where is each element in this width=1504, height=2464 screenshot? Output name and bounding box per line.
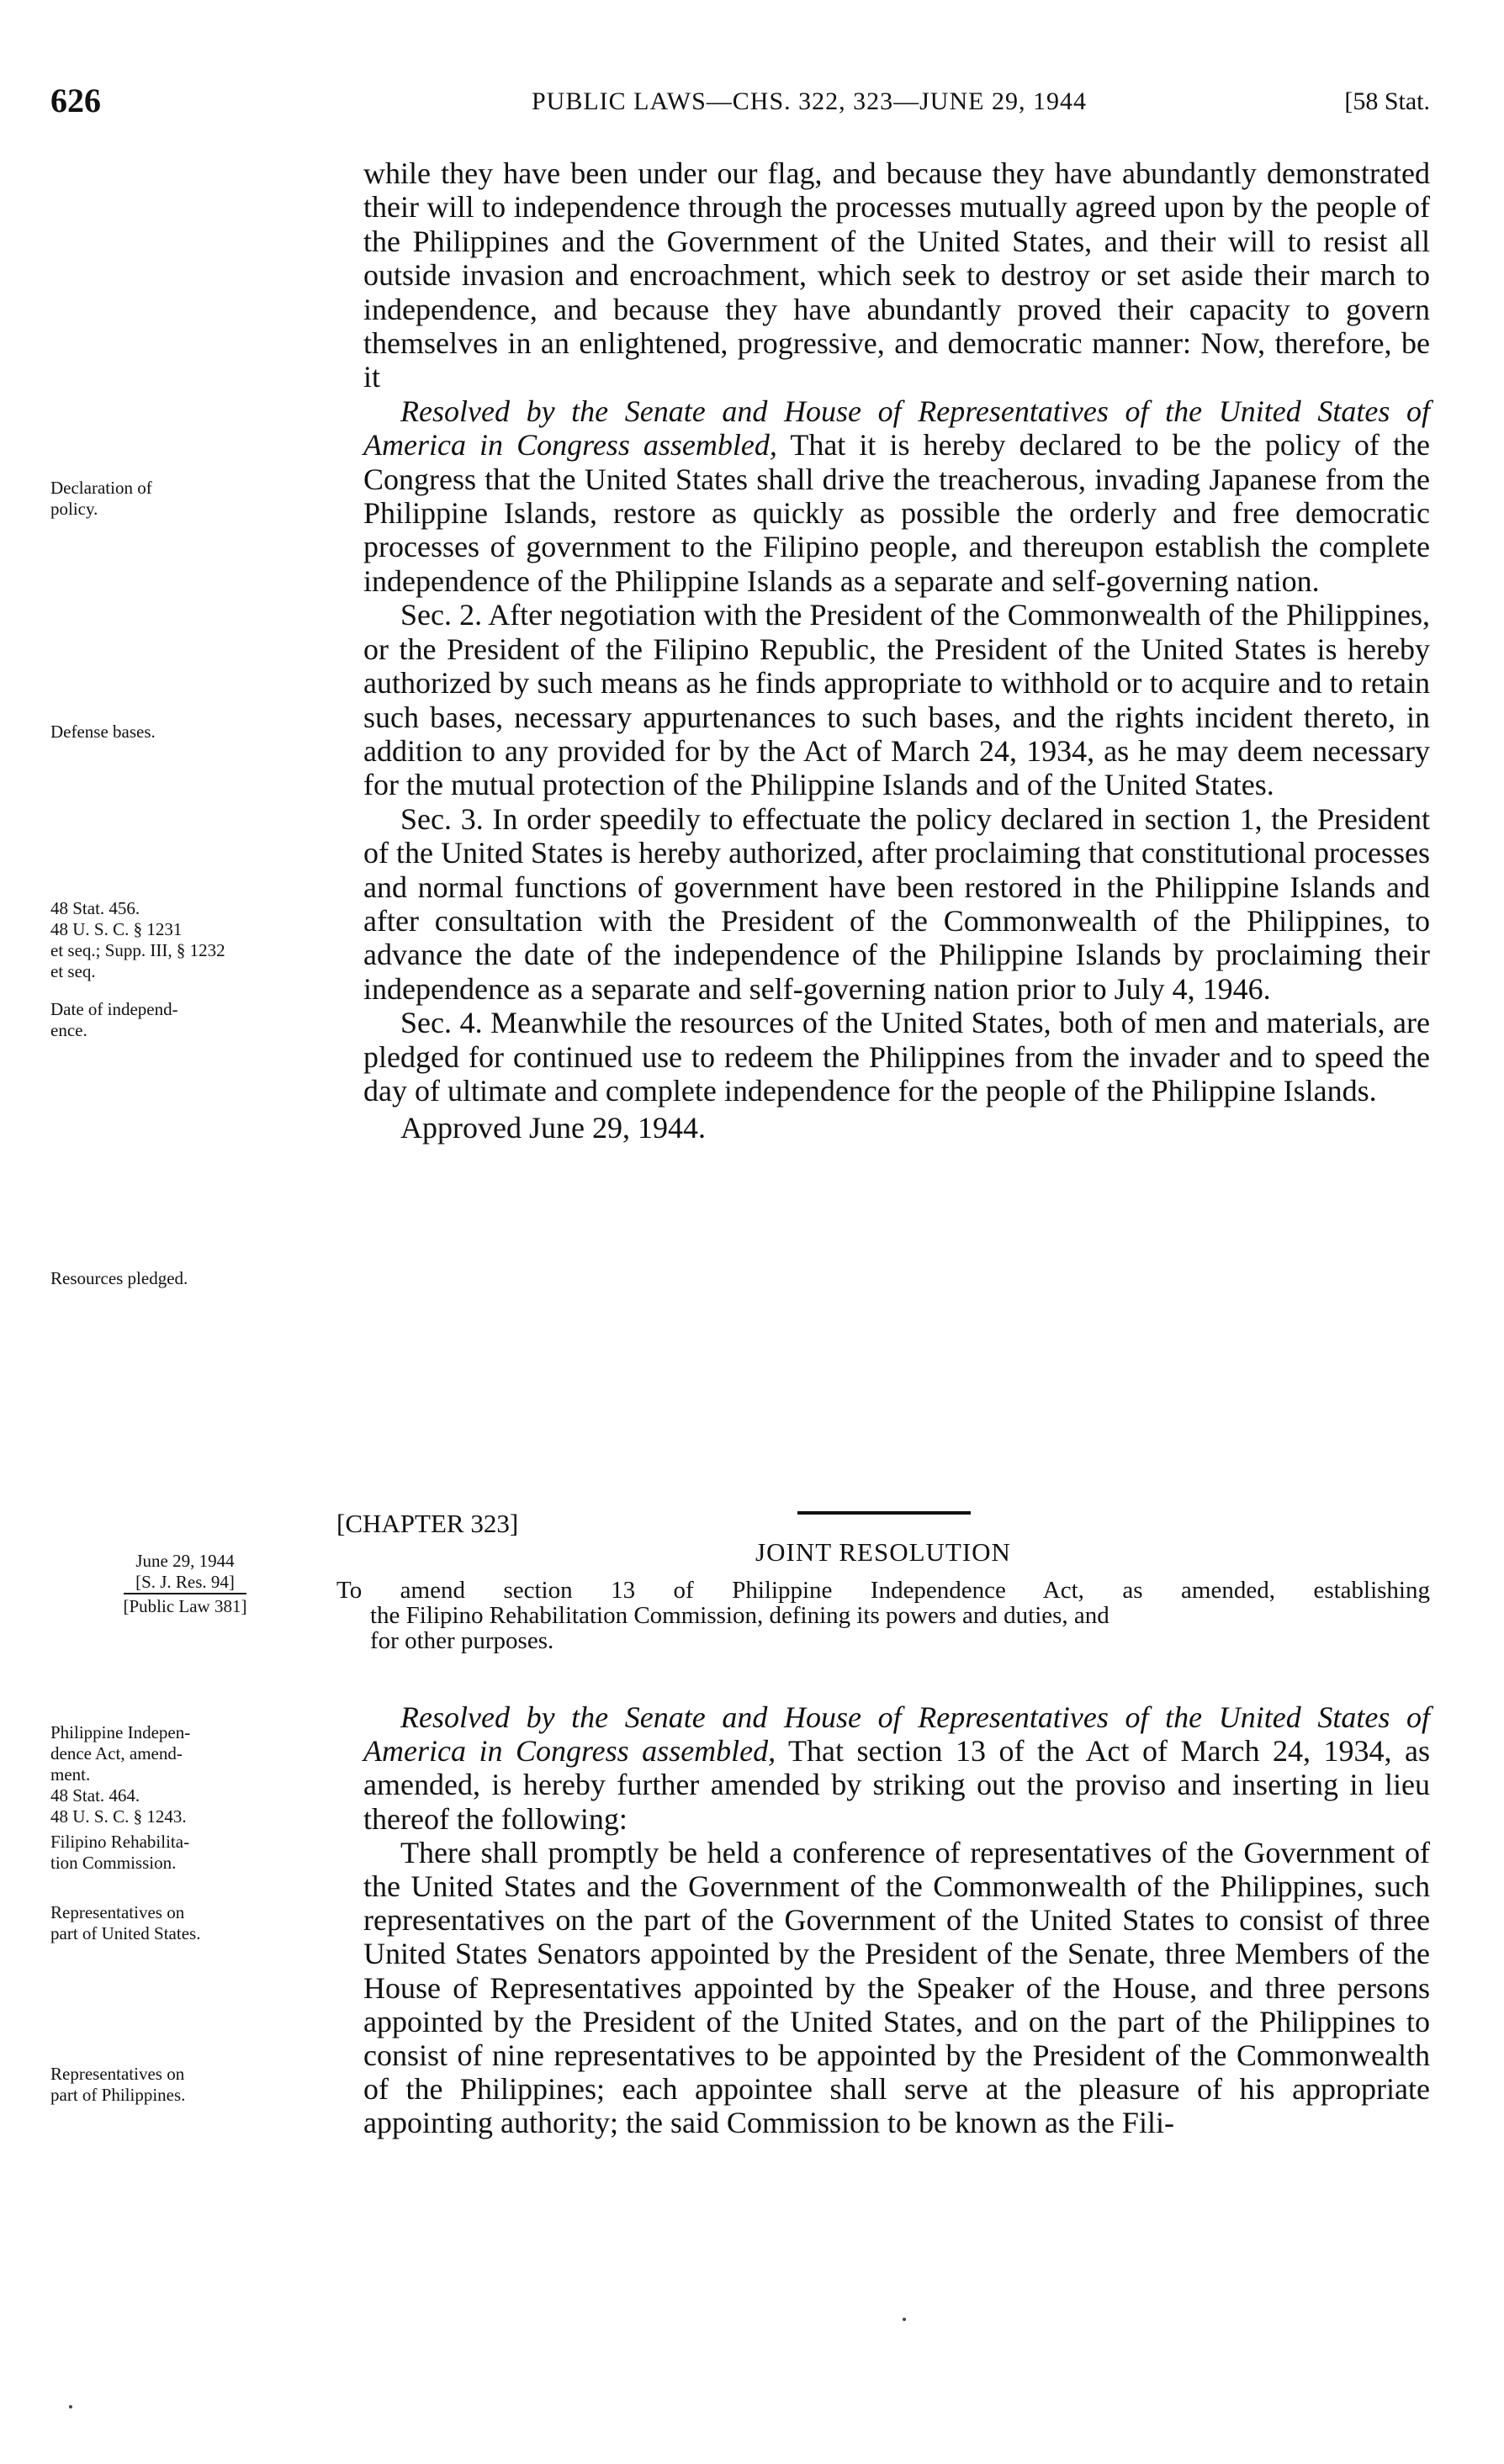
resolved-clause-323: Resolved by the Senate and House of Representatives of the United States of America in Congress assembled, (363, 1700, 1430, 1769)
amendment-body: There shall promptly be held a conference of representatives of the Government of the United States and the Government of the Commonwealth of the Philippines, such representatives on the part of the Government of the United States to consist of three United States Senators appointed by the President of the Senate, three Members of the House of Representatives appointed by the Speaker of the House, and three persons appointed by the President of the United States, and on the part of the Philippines to consist of nine representatives to be appointed by the President of the Commonwealth of the Philippines; each appointee shall serve at the pleasure of his appropriate appointing authority; the said Commission to be known as the Fili- (363, 1835, 1430, 2140)
section-2-label: Sec. 2. (400, 598, 483, 632)
chapter-heading: [CHAPTER 323] (336, 1509, 519, 1538)
preamble-paragraph: while they have been under our flag, and because they have abundantly demonstrated their will to independence through the processes mutually agreed upon by the people of the Philippines and the Government of the United States, and their will to resist all outside invasion and encroachment, which seek to destroy or set aside their march to independence, and because they have abundantly proved their capacity to govern themselves in an enlightened, progressive, and democratic manner: Now, therefore, be it (363, 156, 1430, 394)
speck-mark (69, 2405, 72, 2408)
joint-resolution-title: JOINT RESOLUTION (755, 1537, 1011, 1567)
section-4: Sec. 4. Meanwhile the resources of the United States, both of men and materials, are pledged for continued use to redeem the Philippines from the invader and to speed the day of ultimate and complete independence for the people of the Philippine Islands. (363, 1006, 1430, 1108)
chapter-divider-rule (797, 1511, 971, 1515)
margin-note-resources: Resources pledged. (50, 1268, 188, 1288)
enactment-date: June 29, 1944 (135, 1551, 235, 1571)
chapter-322-text (363, 156, 1430, 1145)
margin-note-representatives-us: Representatives on part of United States. (50, 1902, 201, 1943)
purpose-clause: To amend section 13 of Philippine Independence Act, as amended, establishing the Filipino Rehabilitation Commission, defining its powers and duties, and for other purposes. (336, 1577, 1430, 1654)
margin-note-act-amendment: Philippine Indepen- dence Act, amend- ment. 48 Stat. 464. 48 U. S. C. § 1243. (50, 1722, 191, 1827)
enactment-date-block (50, 1551, 320, 1617)
margin-note-date-of-independence: Date of independ- ence. (50, 999, 178, 1040)
resolution-number: [S. J. Res. 94] (135, 1572, 235, 1592)
resolution-paragraph: Resolved by the Senate and House of Representatives of the United States of America in Congress assembled, That it is hereby declared to be the policy of the Congress that the United States shall drive the treacherous, invading Japanese from the Philippine Islands, restore as quickly as possible the orderly and free democratic processes of government to the Filipino people, and thereupon establish the complete independence of the Philippine Islands as a separate and self-governing nation. (363, 394, 1430, 598)
margin-note-defense-bases: Defense bases. (50, 722, 156, 742)
margin-note-declaration: Declaration of policy. (50, 478, 152, 519)
public-law-number: [Public Law 381] (124, 1593, 247, 1617)
approval-line: Approved June 29, 1944. (400, 1111, 706, 1145)
margin-note-representatives-philippines: Representatives on part of Philippines. (50, 2064, 186, 2105)
section-2: Sec. 2. After negotiation with the President of the Commonwealth of the Philippines, or the President of the Filipino Republic, the President of the United States is hereby authorized by such means as he finds appropriate to withhold or to acquire and to retain such bases, necessary appurtenances to such bases, and the rights incident thereto, in addition to any provided for by the Act of March 24, 1934, as he may deem necessary for the mutual protection of the Philippine Islands and of the United States. (363, 598, 1430, 802)
page-header (50, 81, 1430, 131)
resolved-clause: Resolved by the Senate and House of Representatives of the United States of America in Congress assembled, (363, 394, 1430, 463)
margin-note-rehabilitation-commission: Filipino Rehabilita- tion Commission. (50, 1832, 190, 1873)
chapter-323-text (363, 1700, 1430, 2140)
running-title: PUBLIC LAWS—CHS. 322, 323—JUNE 29, 1944 (532, 87, 1087, 115)
section-3: Sec. 3. In order speedily to effectuate the policy declared in section 1, the President of the United States is hereby authorized, after proclaiming that constitutional processes and normal functions of government have been restored in the Philippine Islands and after consultation with the President of the Commonwealth of the Philippines, to advance the date of the independence of the Philippine Islands by proclaiming their independence as a separate and self-governing nation prior to July 4, 1946. (363, 801, 1430, 1006)
section-3-label: Sec. 3. (400, 801, 484, 836)
statute-reference: [58 Stat. (1344, 87, 1430, 115)
resolution-paragraph-323: Resolved by the Senate and House of Representatives of the United States of America in Congress assembled, That section 13 of the Act of March 24, 1934, as amended, is hereby further amended by striking out the proviso and inserting in lieu thereof the following: (363, 1700, 1431, 1836)
section-4-label: Sec. 4. (400, 1006, 483, 1040)
margin-note-citation: 48 Stat. 456. 48 U. S. C. § 1231 et seq.; Supp. III, § 1232 et seq. (50, 898, 225, 981)
speck-mark (903, 2318, 906, 2321)
page-number: 626 (50, 82, 101, 119)
